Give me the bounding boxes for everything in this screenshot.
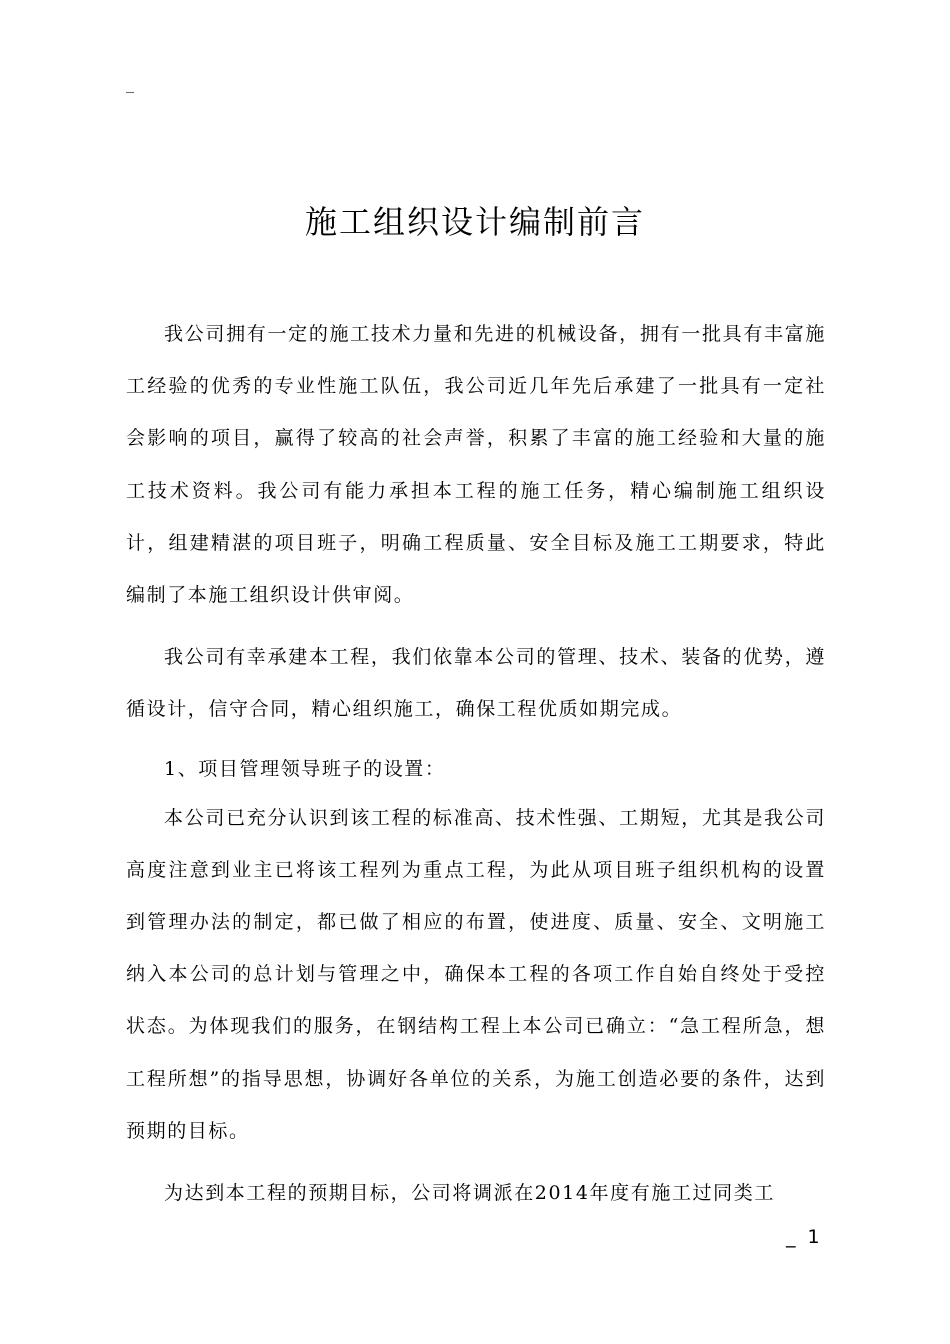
- document-body: [126, 308, 826, 1229]
- document-title: 施工组织设计编制前言: [304, 203, 645, 241]
- page-number: 1: [807, 1226, 820, 1248]
- intro-paragraph-2: 我公司有幸承建本工程，我们依靠本公司的管理、技术、装备的优势，遵循设计，信守合同，精心组织施工，确保工程优质如期完成。: [126, 646, 826, 721]
- section-heading: 1、项目管理领导班子的设置：: [164, 757, 446, 780]
- intro-paragraph-1: 我公司拥有一定的施工技术力量和先进的机械设备，拥有一批具有丰富施工经验的优秀的专业性施工队伍，我公司近几年先后承建了一批具有一定社会影响的项目，赢得了较高的社会声誉，积累了丰富的施工经验和大量的施工技术资料。我公司有能力承担本工程的施工任务，精心编制施工组织设计，组建精湛的项目班子，明确工程质量、安全目标及施工工期要求，特此编制了本施工组织设计供审阅。: [126, 323, 826, 607]
- section-paragraph-2: 为达到本工程的预期目标，公司将调派在2014年度有施工过同类工: [164, 1182, 775, 1205]
- section-paragraph-1: 本公司已充分认识到该工程的标准高、技术性强、工期短，尤其是我公司高度注意到业主已将该工程列为重点工程，为此从项目班子组织机构的设置到管理办法的制定，都已做了相应的布置，使进度、质量、安全、文明施工纳入本公司的总计划与管理之中，确保本工程的各项工作自始自终处于受控状态。为体现我们的服务，在钢结构工程上本公司已确立：“急工程所急，想工程所想”的指导思想，协调好各单位的关系，为施工创造必要的条件，达到预期的目标。: [126, 806, 826, 1142]
- header-mark: _: [126, 74, 134, 93]
- footer-dash: _: [786, 1226, 796, 1248]
- page-footer: [786, 1226, 820, 1248]
